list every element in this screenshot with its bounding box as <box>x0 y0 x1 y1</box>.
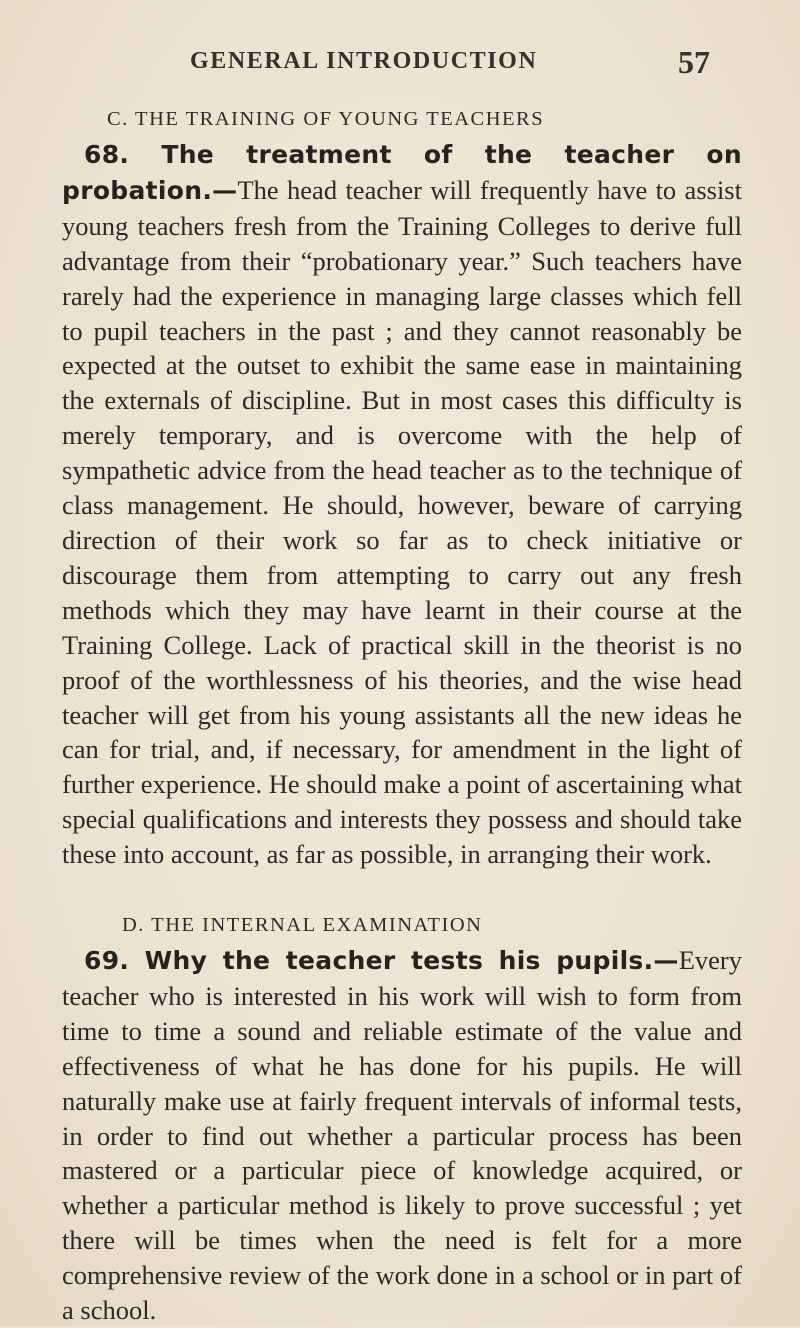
running-title: GENERAL INTRODUCTION <box>190 48 538 74</box>
paragraph-68 <box>62 137 742 872</box>
paragraph-69-text: Every teacher who is interested in his work will wish to form from time to time a sound and reliable estimate of the value and effectiveness of what he has done for his pupils. He will naturally make use at fairly frequent intervals of informal tests, in order to find out whether a particular process has been mastered or a particular piece of knowledge acquired, or whether a particular method is likely to prove successful ; yet there will be times when the need is felt for a more comprehensive review of the work done in a school or in part of a school. <box>62 945 742 1326</box>
section-heading-c: C. THE TRAINING OF YOUNG TEACHERS <box>107 108 545 130</box>
paragraph-69-heading: 69. Why the teacher tests his pupils.— <box>84 946 679 976</box>
paragraph-68-heading: 68. The treatment of the teacher on probation.— <box>62 140 742 205</box>
page-content <box>62 108 742 1328</box>
paragraph-68-text: The head teacher will frequently have to assist young teachers fresh from the Training Colleges to derive full advantage from their “probationary year.” Such teachers have rarely had the experience in managing large classes which fell to pupil teachers in the past ; and they cannot reasonably be expected at the outset to exhibit the same ease in maintaining the externals of discipline. But in most cases this difficulty is merely temporary, and is overcome with the help of sympathetic advice from the head teacher as to the technique of class management. He should, however, beware of carrying direction of their work so far as to check initiative or discourage them from attempting to carry out any fresh methods which they may have learnt in their course at the Training College. Lack of practical skill in the theorist is no proof of the worthlessness of his theories, and the wise head teacher will get from his young assistants all the new ideas he can for trial, and, if necessary, for amendment in the light of further experience. He should make a point of ascertaining what special qualifications and interests they possess and should take these into account, as far as possible, in arranging their work. <box>62 174 742 870</box>
section-heading-d: D. THE INTERNAL EXAMINATION <box>122 914 483 937</box>
running-head <box>60 44 740 84</box>
paragraph-69 <box>62 943 742 1328</box>
page-number: 57 <box>678 44 710 80</box>
